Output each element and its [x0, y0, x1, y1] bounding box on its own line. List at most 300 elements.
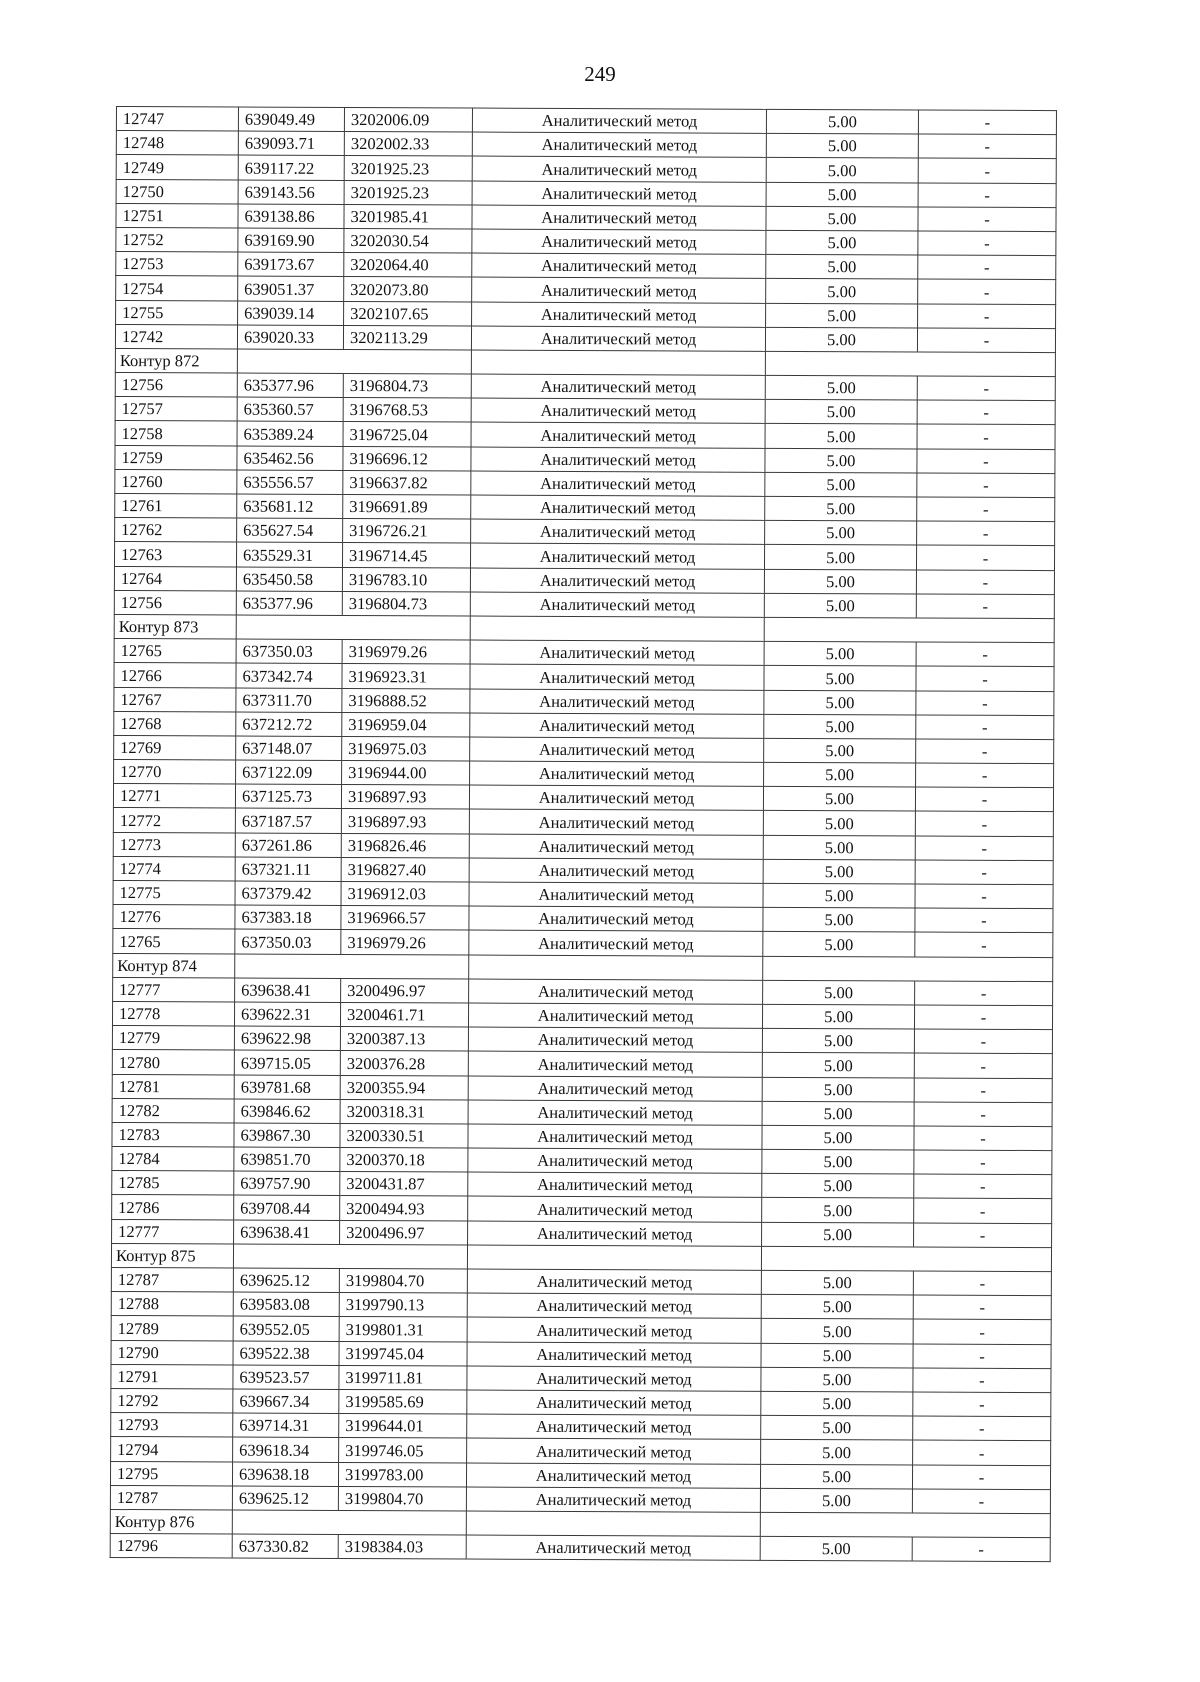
- method-cell: Аналитический метод: [467, 1438, 761, 1463]
- accuracy-cell: 5.00: [761, 1319, 913, 1344]
- y-coordinate-cell: 3196923.31: [342, 664, 470, 689]
- method-cell: Аналитический метод: [471, 471, 765, 496]
- note-cell: -: [915, 860, 1053, 885]
- note-cell: -: [917, 521, 1055, 546]
- empty-cell: [765, 351, 1055, 376]
- point-id-cell: 12765: [113, 929, 235, 954]
- note-cell: -: [913, 1295, 1051, 1320]
- x-coordinate-cell: 639622.31: [234, 1002, 340, 1027]
- empty-cell: [470, 616, 764, 641]
- method-cell: Аналитический метод: [472, 229, 766, 254]
- x-coordinate-cell: 637321.11: [235, 857, 341, 882]
- method-cell: Аналитический метод: [469, 858, 763, 883]
- method-cell: Аналитический метод: [472, 132, 766, 157]
- table-row: [111, 1388, 1051, 1416]
- x-coordinate-cell: 639781.68: [234, 1075, 340, 1100]
- method-cell: Аналитический метод: [470, 568, 764, 593]
- point-id-cell: 12787: [110, 1485, 232, 1510]
- note-cell: -: [914, 1198, 1052, 1223]
- method-cell: Аналитический метод: [468, 1100, 762, 1125]
- x-coordinate-cell: 637212.72: [236, 712, 342, 737]
- method-cell: Аналитический метод: [468, 1221, 762, 1246]
- point-id-cell: 12759: [115, 445, 237, 470]
- empty-cell: [760, 1512, 1050, 1537]
- accuracy-cell: 5.00: [764, 738, 916, 763]
- method-cell: Аналитический метод: [469, 930, 763, 955]
- method-cell: Аналитический метод: [472, 302, 766, 327]
- coordinates-table-body: [110, 107, 1056, 1562]
- note-cell: -: [917, 376, 1055, 401]
- point-id-cell: 12790: [111, 1340, 233, 1365]
- note-cell: -: [918, 134, 1056, 159]
- x-coordinate-cell: 639523.57: [233, 1365, 339, 1390]
- note-cell: -: [913, 1416, 1051, 1441]
- point-id-cell: 12765: [114, 639, 236, 664]
- method-cell: Аналитический метод: [471, 326, 765, 351]
- note-cell: -: [913, 1319, 1051, 1344]
- point-id-cell: 12750: [116, 179, 238, 204]
- point-id-cell: 12773: [113, 832, 235, 857]
- y-coordinate-cell: 3200355.94: [340, 1075, 468, 1100]
- note-cell: -: [917, 497, 1055, 522]
- x-coordinate-cell: 635377.96: [237, 373, 343, 398]
- table-row: [113, 856, 1053, 884]
- table-row: [111, 1267, 1051, 1295]
- accuracy-cell: 5.00: [762, 1174, 914, 1199]
- note-cell: -: [914, 1174, 1052, 1199]
- empty-cell: [233, 1244, 467, 1269]
- note-cell: -: [916, 594, 1054, 619]
- contour-label: Контур 873: [114, 614, 236, 639]
- y-coordinate-cell: 3196979.26: [342, 640, 470, 665]
- table-row: [116, 155, 1056, 183]
- x-coordinate-cell: 639093.71: [238, 131, 344, 156]
- x-coordinate-cell: 639757.90: [234, 1171, 340, 1196]
- x-coordinate-cell: 639051.37: [238, 276, 344, 301]
- x-coordinate-cell: 639020.33: [237, 325, 343, 350]
- x-coordinate-cell: 639638.18: [232, 1462, 338, 1487]
- table-row: [114, 590, 1054, 618]
- y-coordinate-cell: 3199801.31: [339, 1317, 467, 1342]
- point-id-cell: 12752: [116, 227, 238, 252]
- table-row: [114, 566, 1054, 594]
- method-cell: Аналитический метод: [472, 108, 766, 133]
- empty-cell: [232, 1510, 466, 1535]
- table-row: [115, 518, 1055, 546]
- accuracy-cell: 5.00: [766, 182, 918, 207]
- method-cell: Аналитический метод: [472, 156, 766, 181]
- table-row: [112, 1026, 1052, 1054]
- point-id-cell: 12756: [115, 373, 237, 398]
- table-row: [112, 1074, 1052, 1102]
- method-cell: Аналитический метод: [467, 1317, 761, 1342]
- table-row: [115, 445, 1055, 473]
- y-coordinate-cell: 3196897.93: [341, 809, 469, 834]
- table-row: [112, 1122, 1052, 1150]
- accuracy-cell: 5.00: [762, 1028, 914, 1053]
- y-coordinate-cell: 3196804.73: [343, 374, 471, 399]
- table-row: [111, 1364, 1051, 1392]
- table-row: [112, 1195, 1052, 1223]
- x-coordinate-cell: 635462.56: [237, 446, 343, 471]
- method-cell: Аналитический метод: [469, 882, 763, 907]
- point-id-cell: 12783: [112, 1122, 234, 1147]
- coordinates-table: [110, 106, 1057, 1562]
- accuracy-cell: 5.00: [764, 714, 916, 739]
- accuracy-cell: 5.00: [765, 327, 917, 352]
- y-coordinate-cell: 3199746.05: [339, 1438, 467, 1463]
- table-row: [113, 929, 1053, 957]
- x-coordinate-cell: 639846.62: [234, 1099, 340, 1124]
- method-cell: Аналитический метод: [470, 640, 764, 665]
- x-coordinate-cell: 639117.22: [238, 155, 344, 180]
- y-coordinate-cell: 3199711.81: [339, 1365, 467, 1390]
- point-id-cell: 12778: [112, 1001, 234, 1026]
- point-id-cell: 12780: [112, 1050, 234, 1075]
- y-coordinate-cell: 3201925.23: [344, 180, 472, 205]
- note-cell: -: [915, 981, 1053, 1006]
- y-coordinate-cell: 3199804.70: [338, 1486, 466, 1511]
- table-row: [112, 1147, 1052, 1175]
- x-coordinate-cell: 637379.42: [235, 881, 341, 906]
- accuracy-cell: 5.00: [763, 859, 915, 884]
- x-coordinate-cell: 635360.57: [237, 397, 343, 422]
- accuracy-cell: 5.00: [762, 1125, 914, 1150]
- method-cell: Аналитический метод: [470, 664, 764, 689]
- point-id-cell: 12774: [113, 856, 235, 881]
- method-cell: Аналитический метод: [467, 1366, 761, 1391]
- y-coordinate-cell: 3202107.65: [344, 301, 472, 326]
- empty-cell: [467, 1245, 761, 1270]
- point-id-cell: 12758: [115, 421, 237, 446]
- method-cell: Аналитический метод: [469, 809, 763, 834]
- point-id-cell: 12751: [116, 203, 238, 228]
- point-id-cell: 12789: [111, 1316, 233, 1341]
- note-cell: -: [917, 400, 1055, 425]
- point-id-cell: 12776: [113, 905, 235, 930]
- x-coordinate-cell: 639583.08: [233, 1292, 339, 1317]
- point-id-cell: 12748: [116, 131, 238, 156]
- table-row: [115, 421, 1055, 449]
- accuracy-cell: 5.00: [762, 1004, 914, 1029]
- note-cell: -: [914, 1150, 1052, 1175]
- note-cell: -: [918, 183, 1056, 208]
- empty-cell: [763, 956, 1053, 981]
- accuracy-cell: 5.00: [763, 811, 915, 836]
- note-cell: -: [912, 1489, 1050, 1514]
- y-coordinate-cell: 3199644.01: [339, 1414, 467, 1439]
- point-id-cell: 12772: [113, 808, 235, 833]
- method-cell: Аналитический метод: [470, 543, 764, 568]
- x-coordinate-cell: 637350.03: [236, 639, 342, 664]
- coordinates-sheet: [110, 106, 1056, 1562]
- x-coordinate-cell: 639638.41: [235, 978, 341, 1003]
- note-cell: -: [916, 739, 1054, 764]
- point-id-cell: 12764: [114, 566, 236, 591]
- x-coordinate-cell: 637330.82: [232, 1534, 338, 1559]
- accuracy-cell: 5.00: [762, 1222, 914, 1247]
- table-row: [115, 493, 1055, 521]
- y-coordinate-cell: 3199585.69: [339, 1389, 467, 1414]
- table-row: [110, 1461, 1050, 1489]
- table-row: [113, 784, 1053, 812]
- note-cell: -: [916, 666, 1054, 691]
- y-coordinate-cell: 3196768.53: [343, 398, 471, 423]
- accuracy-cell: 5.00: [760, 1536, 912, 1561]
- note-cell: -: [918, 279, 1056, 304]
- x-coordinate-cell: 639714.31: [233, 1413, 339, 1438]
- point-id-cell: 12779: [112, 1026, 234, 1051]
- x-coordinate-cell: 637261.86: [235, 833, 341, 858]
- accuracy-cell: 5.00: [761, 1391, 913, 1416]
- y-coordinate-cell: 3201925.23: [344, 156, 472, 181]
- y-coordinate-cell: 3201985.41: [344, 204, 472, 229]
- y-coordinate-cell: 3202113.29: [343, 325, 471, 350]
- point-id-cell: 12754: [116, 276, 238, 301]
- method-cell: Аналитический метод: [472, 205, 766, 230]
- point-id-cell: 12757: [115, 397, 237, 422]
- table-row: [112, 1098, 1052, 1126]
- table-row: [113, 808, 1053, 836]
- y-coordinate-cell: 3196979.26: [341, 930, 469, 955]
- x-coordinate-cell: 637350.03: [235, 929, 341, 954]
- contour-label: Контур 874: [113, 953, 235, 978]
- empty-cell: [469, 955, 763, 980]
- note-cell: -: [918, 231, 1056, 256]
- accuracy-cell: 5.00: [763, 980, 915, 1005]
- accuracy-cell: 5.00: [763, 932, 915, 957]
- note-cell: -: [916, 763, 1054, 788]
- accuracy-cell: 5.00: [765, 448, 917, 473]
- y-coordinate-cell: 3200496.97: [340, 1220, 468, 1245]
- note-cell: -: [915, 811, 1053, 836]
- note-cell: -: [914, 1053, 1052, 1078]
- note-cell: -: [916, 642, 1054, 667]
- accuracy-cell: 5.00: [766, 303, 918, 328]
- y-coordinate-cell: 3202030.54: [344, 228, 472, 253]
- accuracy-cell: 5.00: [766, 109, 918, 134]
- y-coordinate-cell: 3200387.13: [340, 1027, 468, 1052]
- y-coordinate-cell: 3200431.87: [340, 1172, 468, 1197]
- x-coordinate-cell: 635377.96: [236, 591, 342, 616]
- y-coordinate-cell: 3198384.03: [338, 1535, 466, 1560]
- y-coordinate-cell: 3200494.93: [340, 1196, 468, 1221]
- x-coordinate-cell: 639173.67: [238, 252, 344, 277]
- x-coordinate-cell: 635627.54: [237, 518, 343, 543]
- note-cell: -: [917, 449, 1055, 474]
- method-cell: Аналитический метод: [471, 422, 765, 447]
- accuracy-cell: 5.00: [762, 1077, 914, 1102]
- y-coordinate-cell: 3196691.89: [343, 494, 471, 519]
- y-coordinate-cell: 3196804.73: [342, 591, 470, 616]
- note-cell: -: [916, 690, 1054, 715]
- y-coordinate-cell: 3196944.00: [342, 761, 470, 786]
- method-cell: Аналитический метод: [471, 374, 765, 399]
- point-id-cell: 12795: [110, 1461, 232, 1486]
- accuracy-cell: 5.00: [766, 206, 918, 231]
- accuracy-cell: 5.00: [762, 1101, 914, 1126]
- note-cell: -: [913, 1271, 1051, 1296]
- y-coordinate-cell: 3199745.04: [339, 1341, 467, 1366]
- method-cell: Аналитический метод: [471, 519, 765, 544]
- x-coordinate-cell: 637383.18: [235, 905, 341, 930]
- x-coordinate-cell: 639638.41: [234, 1220, 340, 1245]
- method-cell: Аналитический метод: [470, 737, 764, 762]
- method-cell: Аналитический метод: [470, 761, 764, 786]
- point-id-cell: 12749: [116, 155, 238, 180]
- x-coordinate-cell: 639522.38: [233, 1341, 339, 1366]
- accuracy-cell: 5.00: [761, 1415, 913, 1440]
- note-cell: -: [917, 328, 1055, 353]
- table-row: [116, 179, 1056, 207]
- accuracy-cell: 5.00: [764, 762, 916, 787]
- table-row: [110, 1534, 1050, 1562]
- point-id-cell: 12768: [114, 711, 236, 736]
- x-coordinate-cell: 639169.90: [238, 228, 344, 253]
- note-cell: -: [913, 1392, 1051, 1417]
- note-cell: -: [914, 1223, 1052, 1248]
- x-coordinate-cell: 637122.09: [236, 760, 342, 785]
- accuracy-cell: 5.00: [762, 1053, 914, 1078]
- accuracy-cell: 5.00: [763, 908, 915, 933]
- contour-label: Контур 876: [110, 1509, 232, 1534]
- accuracy-cell: 5.00: [766, 279, 918, 304]
- method-cell: Аналитический метод: [467, 1293, 761, 1318]
- method-cell: Аналитический метод: [468, 1076, 762, 1101]
- x-coordinate-cell: 639867.30: [234, 1123, 340, 1148]
- y-coordinate-cell: 3196726.21: [343, 519, 471, 544]
- point-id-cell: 12747: [116, 107, 238, 132]
- accuracy-cell: 5.00: [764, 593, 916, 618]
- table-row: [114, 542, 1054, 570]
- note-cell: -: [915, 932, 1053, 957]
- empty-cell: [236, 615, 470, 640]
- y-coordinate-cell: 3199790.13: [339, 1293, 467, 1318]
- accuracy-cell: 5.00: [765, 400, 917, 425]
- accuracy-cell: 5.00: [765, 521, 917, 546]
- note-cell: -: [912, 1464, 1050, 1489]
- method-cell: Аналитический метод: [472, 253, 766, 278]
- method-cell: Аналитический метод: [469, 979, 763, 1004]
- table-row: [116, 203, 1056, 231]
- note-cell: -: [916, 545, 1054, 570]
- y-coordinate-cell: 3196696.12: [343, 446, 471, 471]
- note-cell: -: [915, 884, 1053, 909]
- accuracy-cell: 5.00: [764, 666, 916, 691]
- y-coordinate-cell: 3196975.03: [342, 736, 470, 761]
- accuracy-cell: 5.00: [761, 1295, 913, 1320]
- point-id-cell: 12781: [112, 1074, 234, 1099]
- point-id-cell: 12787: [111, 1267, 233, 1292]
- method-cell: Аналитический метод: [471, 447, 765, 472]
- table-row: [112, 1050, 1052, 1078]
- point-id-cell: 12785: [112, 1171, 234, 1196]
- note-cell: -: [917, 473, 1055, 498]
- y-coordinate-cell: 3196725.04: [343, 422, 471, 447]
- empty-cell: [466, 1511, 760, 1536]
- table-row: [114, 760, 1054, 788]
- x-coordinate-cell: 635389.24: [237, 421, 343, 446]
- note-cell: -: [914, 1126, 1052, 1151]
- point-id-cell: 12793: [111, 1413, 233, 1438]
- x-coordinate-cell: 639625.12: [233, 1268, 339, 1293]
- accuracy-cell: 5.00: [764, 641, 916, 666]
- x-coordinate-cell: 639708.44: [234, 1195, 340, 1220]
- y-coordinate-cell: 3200330.51: [340, 1123, 468, 1148]
- table-row: [111, 1437, 1051, 1465]
- y-coordinate-cell: 3196783.10: [342, 567, 470, 592]
- method-cell: Аналитический метод: [468, 1196, 762, 1221]
- table-row: [115, 397, 1055, 425]
- y-coordinate-cell: 3200376.28: [340, 1051, 468, 1076]
- x-coordinate-cell: 639049.49: [238, 107, 344, 132]
- point-id-cell: 12777: [113, 977, 235, 1002]
- point-id-cell: 12788: [111, 1292, 233, 1317]
- y-coordinate-cell: 3196826.46: [341, 833, 469, 858]
- method-cell: Аналитический метод: [468, 1027, 762, 1052]
- point-id-cell: 12766: [114, 663, 236, 688]
- point-id-cell: 12796: [110, 1534, 232, 1559]
- y-coordinate-cell: 3196714.45: [342, 543, 470, 568]
- point-id-cell: 12786: [112, 1195, 234, 1220]
- empty-cell: [235, 954, 469, 979]
- table-row: [111, 1316, 1051, 1344]
- method-cell: Аналитический метод: [466, 1487, 760, 1512]
- method-cell: Аналитический метод: [471, 398, 765, 423]
- table-row: [113, 832, 1053, 860]
- table-row: [116, 107, 1056, 135]
- y-coordinate-cell: 3196959.04: [342, 712, 470, 737]
- accuracy-cell: 5.00: [764, 690, 916, 715]
- note-cell: -: [914, 1029, 1052, 1054]
- point-id-cell: 12770: [114, 760, 236, 785]
- point-id-cell: 12760: [115, 469, 237, 494]
- x-coordinate-cell: 639138.86: [238, 204, 344, 229]
- x-coordinate-cell: 639039.14: [238, 301, 344, 326]
- point-id-cell: 12794: [111, 1437, 233, 1462]
- y-coordinate-cell: 3196912.03: [341, 881, 469, 906]
- method-cell: Аналитический метод: [472, 181, 766, 206]
- y-coordinate-cell: 3199783.00: [338, 1462, 466, 1487]
- method-cell: Аналитический метод: [469, 906, 763, 931]
- y-coordinate-cell: 3196827.40: [341, 857, 469, 882]
- x-coordinate-cell: 639622.98: [234, 1026, 340, 1051]
- point-id-cell: 12775: [113, 880, 235, 905]
- table-row: [115, 324, 1055, 352]
- table-row: [116, 131, 1056, 159]
- accuracy-cell: 5.00: [766, 230, 918, 255]
- x-coordinate-cell: 635681.12: [237, 494, 343, 519]
- y-coordinate-cell: 3196637.82: [343, 470, 471, 495]
- table-row: [114, 711, 1054, 739]
- accuracy-cell: 5.00: [766, 254, 918, 279]
- method-cell: Аналитический метод: [471, 495, 765, 520]
- y-coordinate-cell: 3202073.80: [344, 277, 472, 302]
- x-coordinate-cell: 637125.73: [235, 784, 341, 809]
- y-coordinate-cell: 3202006.09: [344, 107, 472, 132]
- table-row: [114, 735, 1054, 763]
- accuracy-cell: 5.00: [764, 545, 916, 570]
- note-cell: -: [915, 908, 1053, 933]
- note-cell: -: [913, 1368, 1051, 1393]
- x-coordinate-cell: 637311.70: [236, 688, 342, 713]
- table-row: [113, 977, 1053, 1005]
- accuracy-cell: 5.00: [765, 424, 917, 449]
- note-cell: -: [914, 1005, 1052, 1030]
- note-cell: -: [918, 158, 1056, 183]
- point-id-cell: 12761: [115, 493, 237, 518]
- table-row: [115, 373, 1055, 401]
